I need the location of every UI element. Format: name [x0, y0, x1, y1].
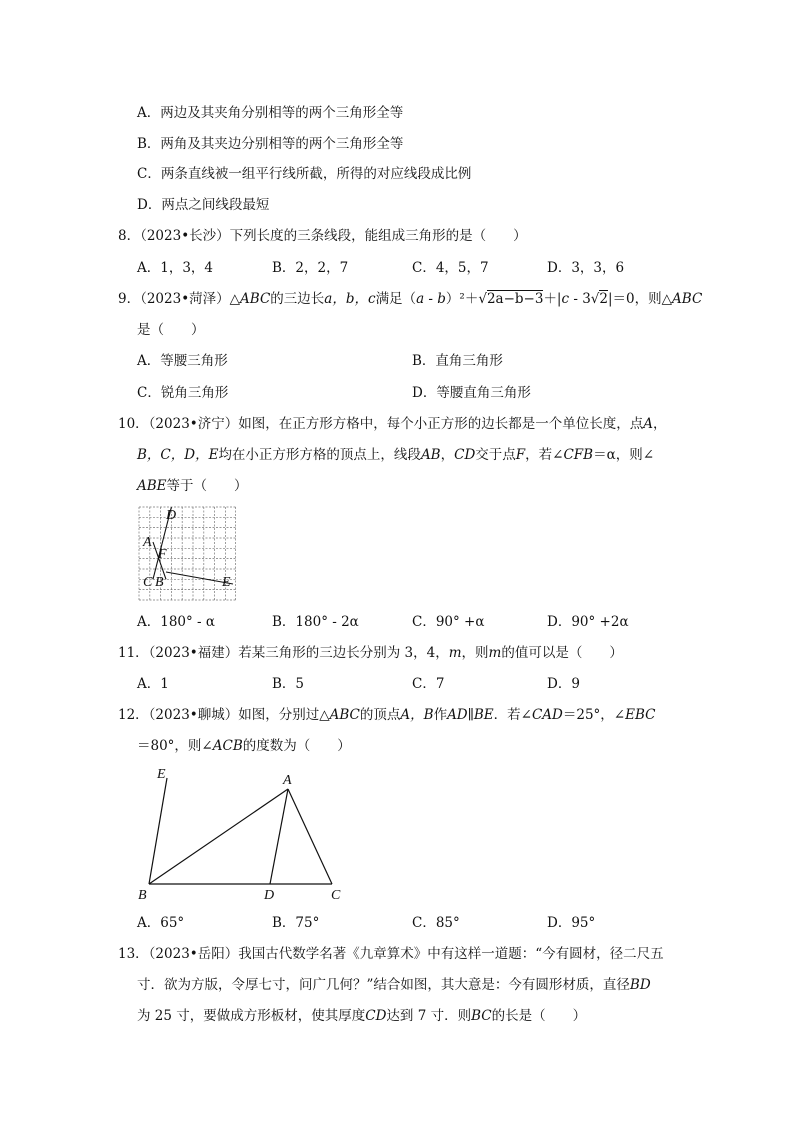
q10-text: ＝α，则∠ [593, 447, 655, 463]
q10-option-a: A．180° - α [137, 614, 216, 630]
q11-option-b: B．5 [272, 676, 305, 692]
q7-option-d: D．两点之间线段最短 [137, 197, 270, 213]
q12-line-ba [149, 789, 288, 884]
q13-line1: 13．（2023•岳阳）我国古代数学名著《九章算术》中有这样一道题：“今有圆材，径二尺五 [118, 946, 664, 962]
q10-vars: B，C，D，E [137, 447, 219, 463]
q9-sqrt: 2a−b−3 [486, 291, 544, 307]
q11-text: ，则 [461, 645, 489, 661]
q11-var: m [488, 645, 502, 661]
q12-text: 的度数为（ ） [242, 738, 351, 754]
q10-label-a: A [143, 535, 152, 550]
q13-line3 [137, 1007, 586, 1025]
q12-triangle-figure [136, 764, 352, 904]
q12-var: ACB [212, 738, 243, 754]
q8-option-c: C．4，5，7 [412, 260, 489, 276]
q12-label-d: D [264, 888, 275, 903]
q12-option-a: A．65° [137, 915, 185, 931]
q12-label-e: E [157, 767, 166, 782]
q12-label-a: A [283, 773, 292, 788]
q12-text: 12．（2023•聊城）如图，分别过△ [118, 707, 330, 723]
q12-var: A，B [400, 707, 434, 723]
q7-option-c: C．两条直线被一组平行线所截，所得的对应线段成比例 [137, 166, 472, 182]
q12-label-b: B [138, 888, 147, 903]
q7-option-a: A．两边及其夹角分别相等的两个三角形全等 [137, 105, 404, 121]
q10-line1 [118, 415, 667, 433]
q9-stem-text: |＝0，则△ [608, 291, 673, 307]
q12-option-d: D．95° [547, 915, 596, 931]
q12-text: ＝80°，则∠ [137, 738, 213, 754]
q12-line-ac [288, 789, 332, 884]
q10-text: ，若∠ [525, 447, 564, 463]
q11-option-d: D．9 [547, 676, 580, 692]
q10-var: ABE [137, 478, 167, 494]
q9-stem-text: 9．（2023•菏泽）△ [118, 291, 241, 307]
q7-option-b: B．两角及其夹边分别相等的两个三角形全等 [137, 136, 404, 152]
q11-var: m [448, 645, 462, 661]
q9-var-abc: ABC [240, 291, 271, 307]
q10-text: 等于（ ） [166, 478, 248, 494]
q12-option-c: C．85° [412, 915, 460, 931]
q10-option-d: D．90° +2α [547, 614, 629, 630]
q12-text: 的顶点 [359, 707, 401, 723]
q9-stem-text: 满足（ [375, 291, 417, 307]
q12-text: ＝25°，∠ [562, 707, 626, 723]
q10-label-b: B [155, 575, 164, 590]
q9-expr: ＋| [543, 291, 562, 307]
q9-stem: 9．（2023•菏泽）△ABC的三边长a，b，c满足（a - b）²＋√2a−b−3＋|c - 3√2|＝0，则△ABC [118, 291, 703, 307]
q13-var: CD [365, 1008, 387, 1024]
q10-var: A [643, 416, 653, 432]
q10-option-c: C．90° +α [412, 614, 485, 630]
q13-text: 为 25 寸，要做成方形板材，使其厚度 [137, 1008, 366, 1024]
q9-option-a: A．等腰三角形 [137, 353, 228, 369]
q11-text: 的值可以是（ ） [501, 645, 623, 661]
q12-var: ABC [329, 707, 360, 723]
q12-label-c: C [331, 888, 341, 903]
q13-text: 达到 7 寸．则 [386, 1008, 472, 1024]
q10-label-e: E [222, 575, 231, 590]
q8-stem: 8．（2023•长沙）下列长度的三条线段，能组成三角形的是（ ） [118, 228, 527, 244]
q9-option-b: B．直角三角形 [412, 353, 503, 369]
q8-option-a: A．1，3，4 [137, 260, 214, 276]
q10-label-c: C [143, 575, 153, 590]
q9-expr: ）²＋ [445, 291, 479, 307]
q12-line2 [137, 737, 351, 755]
q12-text: 作 [433, 707, 448, 723]
q11-stem [118, 644, 623, 662]
q10-text: ， [440, 447, 455, 463]
q12-line1 [118, 706, 655, 724]
q9-var-c: c [561, 291, 570, 307]
q10-grid-figure [138, 506, 238, 602]
q12-var: EBC [625, 707, 656, 723]
q11-option-a: A．1 [137, 676, 169, 692]
q12-option-b: B．75° [272, 915, 320, 931]
q8-option-b: B．2，2，7 [272, 260, 349, 276]
q12-labels [138, 767, 341, 903]
q10-text: 10．（2023•济宁）如图，在正方形方格中，每个小正方形的边长都是一个单位长度，点 [118, 416, 644, 432]
q9-var-abc: ABC [672, 291, 703, 307]
q10-label-d: D [166, 508, 177, 523]
q12-line-be [149, 778, 167, 884]
q10-var: AB [420, 447, 441, 463]
q10-text: ， [653, 416, 667, 432]
q8-option-d: D．3，3，6 [547, 260, 625, 276]
q12-line-ad [270, 789, 288, 884]
q12-lines [149, 778, 332, 884]
q13-line2 [137, 976, 651, 994]
q12-text: ．若∠ [493, 707, 532, 723]
q10-text: 交于点 [475, 447, 516, 463]
q10-line2 [137, 446, 654, 464]
q9-option-d: D．等腰直角三角形 [412, 385, 531, 401]
q13-text: 寸．欲为方版，令厚七寸，问广几何？”结合如图，其大意是：今有圆形材质，直径 [137, 977, 630, 993]
q9-expr: a - b [416, 291, 446, 307]
q13-var: BC [471, 1008, 492, 1024]
q12-var: AD∥BE [447, 707, 494, 723]
q10-var: CD [454, 447, 476, 463]
q10-label-f: F [158, 547, 167, 562]
q9-vars: a，b，c [324, 291, 376, 307]
q11-text: 11．（2023•福建）若某三角形的三边长分别为 3，4， [118, 645, 449, 661]
q13-text: 的长是（ ） [491, 1008, 587, 1024]
q10-option-b: B．180° - 2α [272, 614, 359, 630]
q10-var: F [515, 447, 526, 463]
q9-stem-line2: 是（ ） [137, 322, 205, 338]
q13-var: BD [629, 977, 651, 993]
q11-option-c: C．7 [412, 676, 445, 692]
q9-expr: - 3 [569, 291, 591, 307]
q12-var: CAD [531, 707, 563, 723]
q9-sqrt2: 2 [599, 291, 608, 307]
q10-text: 均在小正方形方格的顶点上，线段 [218, 447, 421, 463]
q10-line3 [137, 477, 248, 495]
q9-option-c: C．锐角三角形 [137, 385, 229, 401]
q9-stem-text: 的三边长 [270, 291, 325, 307]
q10-var: CFB [563, 447, 594, 463]
